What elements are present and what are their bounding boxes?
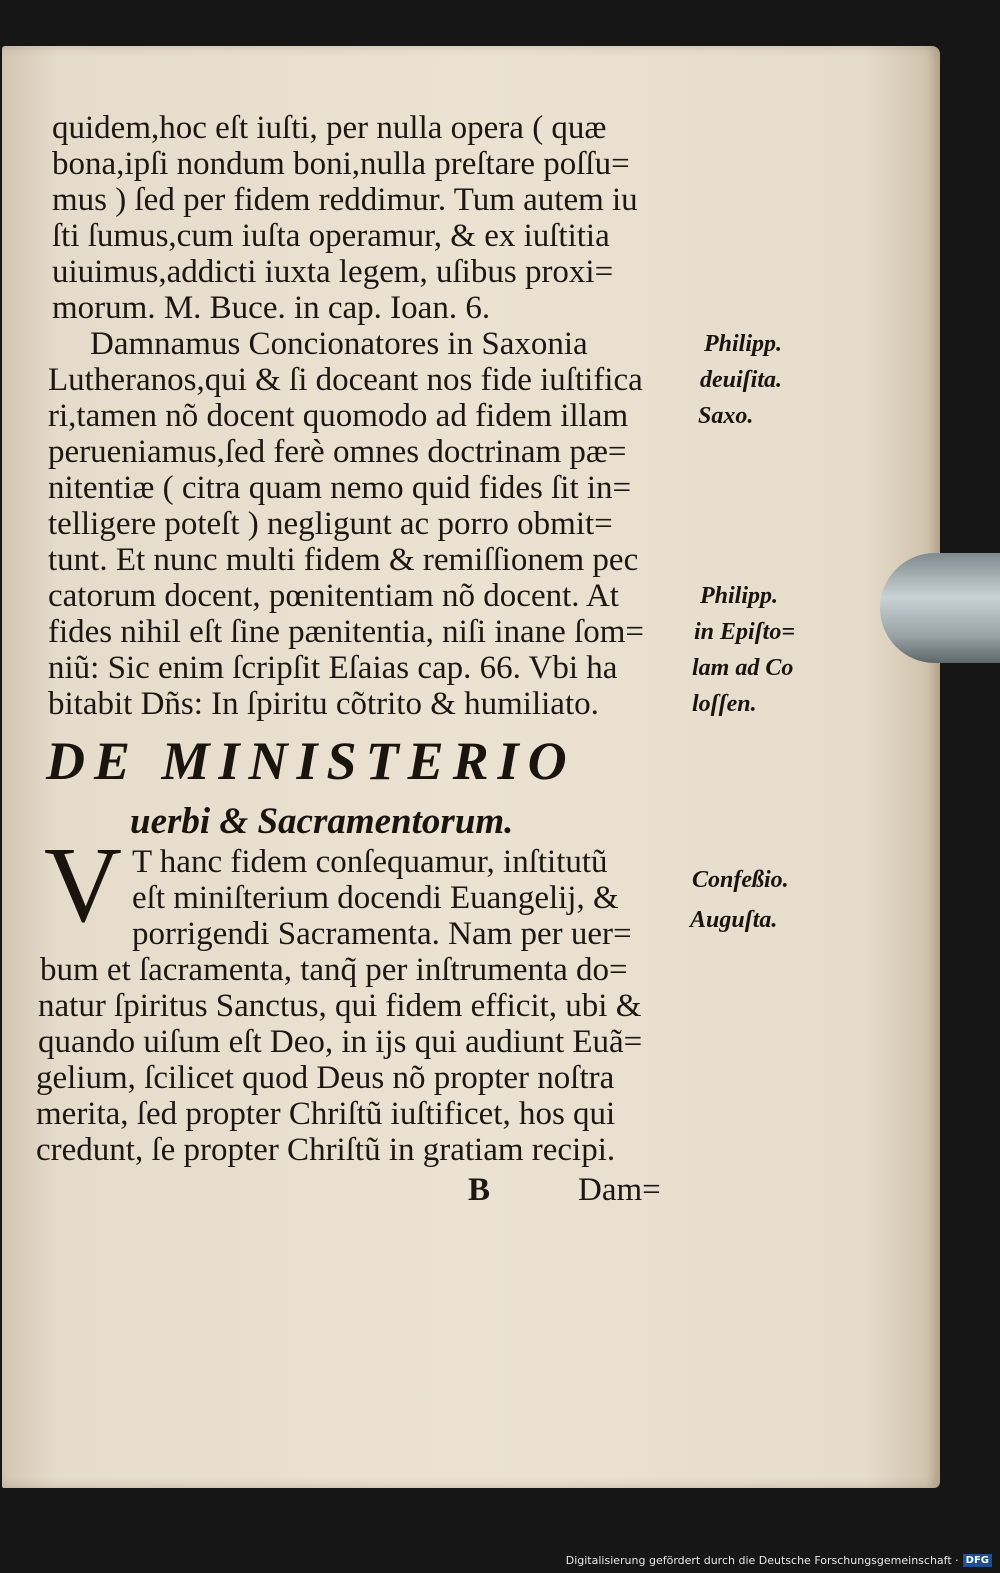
marginal-note: deuiſita. [700,367,782,393]
footer-credit [566,1554,992,1567]
text-line: morum. M. Buce. in cap. Ioan. 6. [52,290,491,326]
text-line: nitentiæ ( citra quam nemo quid fides ſit in= [48,470,632,506]
marginal-note: loſſen. [692,691,757,717]
text-line: telligere poteſt ) negligunt ac porro obmit= [48,506,613,542]
marginal-note: Saxo. [698,403,754,429]
text-line: merita, ſed propter Chriſtũ iuſtificet, hos qui [36,1096,616,1132]
text-line: perueniamus,ſed ferè omnes doctrinam pæ= [48,434,627,470]
marginal-note: Philipp. [704,331,783,357]
text-line: bona,ipſi nondum boni,nulla preſtare poſſu= [52,146,630,182]
text-line: bitabit Dñs: In ſpiritu cõtrito & humiliato. [48,686,599,722]
text-line: credunt, ſe propter Chriſtũ in gratiam recipi. [36,1132,616,1168]
dfg-logo: DFG [963,1554,992,1567]
text-line: Lutheranos,qui & ſi doceant nos fide iuſtifica [48,362,643,398]
text-line: bum et ſacramenta, tanq̃ per inſtrumenta do= [40,952,628,988]
text-line: Damnamus Concionatores in Saxonia [90,326,588,362]
text-line: ri,tamen nõ docent quomodo ad fidem illam [48,398,629,434]
drop-cap: V [44,826,122,945]
text-line: ſti ſumus,cum iuſta operamur, & ex iuſtitia [52,218,610,254]
text-line: tunt. Et nunc multi fidem & remiſſionem pec [48,542,639,578]
marginal-note: lam ad Co [692,655,794,681]
text-line: T hanc fidem conſequamur, inſtitutũ [132,844,608,880]
text-line: quidem,hoc eſt iuſti, per nulla opera ( quæ [52,110,607,146]
text-line: gelium, ſcilicet quod Deus nõ propter noſtra [36,1060,615,1096]
footer-text: Digitalisierung gefördert durch die Deutsche Forschungsgemeinschaft · [565,1554,959,1567]
text-line: catorum docent, pœnitentiam nõ docent. At [48,578,619,614]
text-line: fides nihil eſt ſine pænitentia, niſi inane ſom= [48,614,645,650]
text-line: mus ) ſed per fidem reddimur. Tum autem iu [52,182,638,218]
catchword: Dam= [578,1172,661,1208]
text-line: eſt miniſterium docendi Euangelij, & [132,880,619,916]
marginal-note: Auguſta. [690,907,778,933]
marginal-note: in Epiſto= [694,619,796,645]
text-line: niũ: Sic enim ſcripſit Eſaias cap. 66. Vbi ha [48,650,618,686]
signature-mark: B [468,1172,491,1208]
marginal-note: Philipp. [700,583,779,609]
text-line: natur ſpiritus Sanctus, qui fidem efficit, ubi & [38,988,642,1024]
text-line: porrigendi Sacramenta. Nam per uer= [132,916,632,952]
text-line: uiuimus,addicti iuxta legem, uſibus proxi= [52,254,614,290]
section-subheading: uerbi & Sacramentorum. [130,801,514,842]
marginal-note: Confeßio. [692,867,789,893]
section-heading: DE MINISTERIO [46,731,576,791]
text-line: quando uiſum eſt Deo, in ijs qui audiunt Euã= [38,1024,643,1060]
